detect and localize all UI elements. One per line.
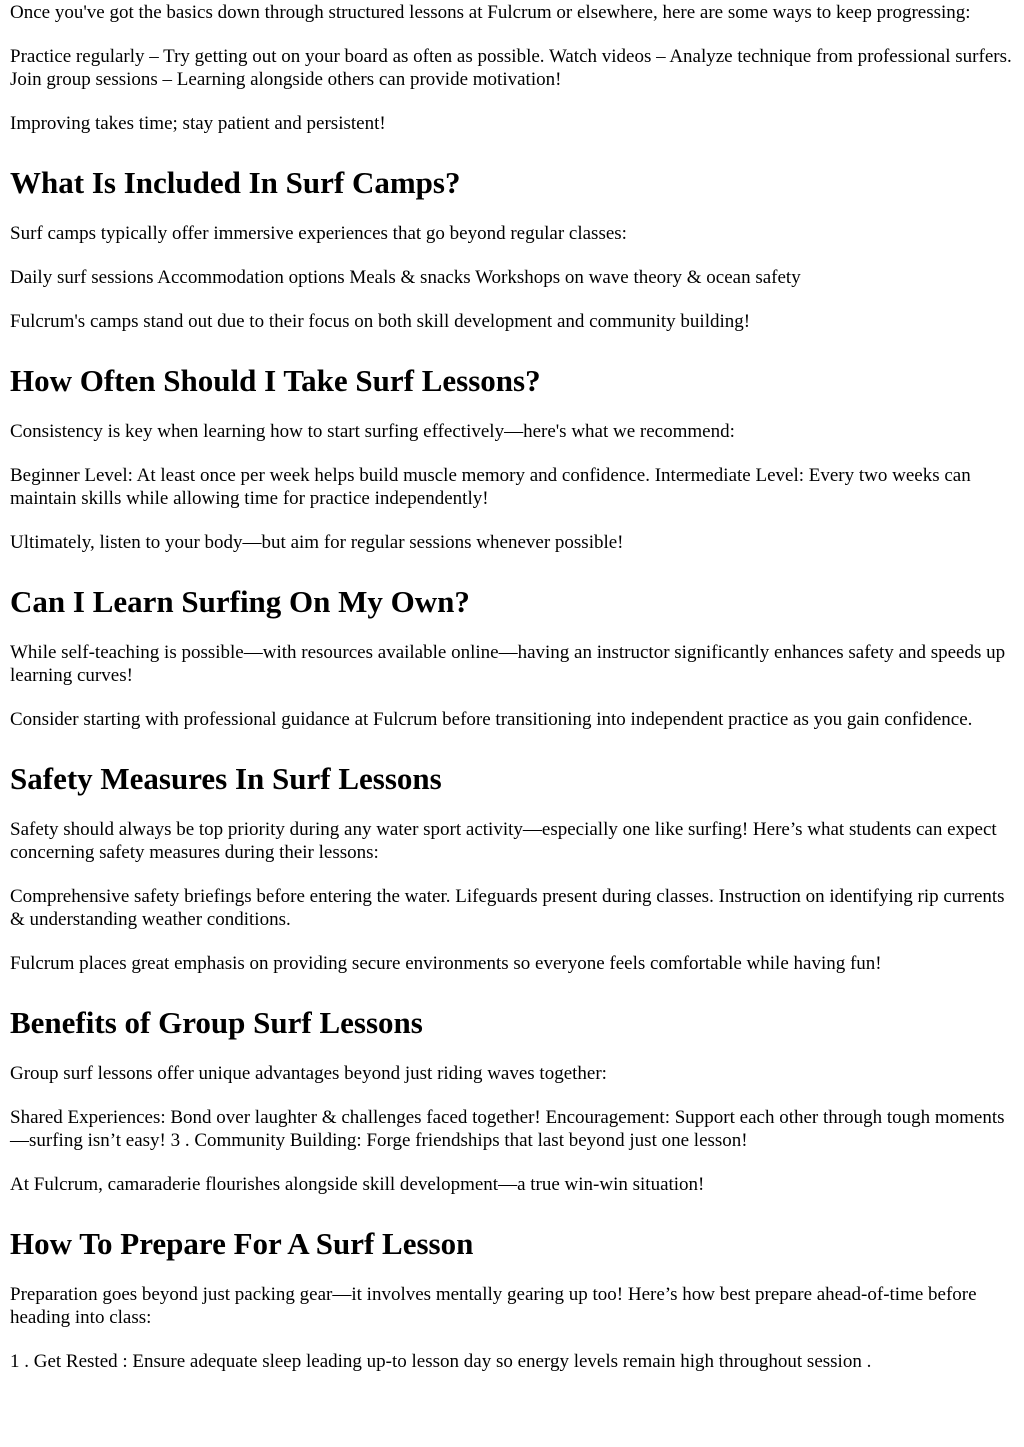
- section-heading-prepare-lesson: How To Prepare For A Surf Lesson: [10, 1226, 474, 1261]
- section-paragraph: At Fulcrum, camaraderie flourishes alongside skill development—a true win-win situation!: [10, 1174, 705, 1195]
- intro-paragraph-2: Practice regularly – Try getting out on your board as often as possible. Watch videos – Analyze technique from professional surfers. Join group sessions – Learning alongside others can provide motivation!: [10, 46, 1012, 90]
- section-paragraph: Ultimately, listen to your body—but aim for regular sessions whenever possible!: [10, 532, 624, 553]
- section-heading-lesson-frequency: How Often Should I Take Surf Lessons?: [10, 363, 541, 398]
- section-heading-learn-alone: Can I Learn Surfing On My Own?: [10, 584, 470, 619]
- section-paragraph: Surf camps typically offer immersive experiences that go beyond regular classes:: [10, 223, 627, 244]
- section-paragraph: Comprehensive safety briefings before entering the water. Lifeguards present during classes. Instruction on identifying rip currents & understanding weather conditions.: [10, 886, 1005, 930]
- section-paragraph: Consider starting with professional guidance at Fulcrum before transitioning into independent practice as you gain confidence.: [10, 709, 973, 730]
- section-paragraph: 1 . Get Rested : Ensure adequate sleep leading up-to lesson day so energy levels remain high throughout session .: [10, 1351, 872, 1372]
- section-paragraph: Fulcrum's camps stand out due to their focus on both skill development and community building!: [10, 311, 751, 332]
- section-paragraph: Shared Experiences: Bond over laughter & challenges faced together! Encouragement: Support each other through tough moments—surfing isn’t easy! 3 . Community Building: Forge friendships that last beyond just one lesson!: [10, 1107, 1005, 1151]
- section-paragraph: Daily surf sessions Accommodation options Meals & snacks Workshops on wave theory & ocean safety: [10, 267, 801, 288]
- article-body: [0, 1, 1024, 1373]
- section-heading-safety-measures: Safety Measures In Surf Lessons: [10, 761, 442, 796]
- section-paragraph: Beginner Level: At least once per week helps build muscle memory and confidence. Intermediate Level: Every two weeks can maintain skills while allowing time for practice independently!: [10, 465, 971, 509]
- section-paragraph: Fulcrum places great emphasis on providing secure environments so everyone feels comfortable while having fun!: [10, 953, 882, 974]
- section-paragraph: Safety should always be top priority during any water sport activity—especially one like surfing! Here’s what students can expect concerning safety measures during their lessons:: [10, 819, 997, 863]
- section-paragraph: Preparation goes beyond just packing gear—it involves mentally gearing up too! Here’s how best prepare ahead-of-time before heading into class:: [10, 1284, 977, 1328]
- section-heading-group-benefits: Benefits of Group Surf Lessons: [10, 1005, 423, 1040]
- section-paragraph: Group surf lessons offer unique advantages beyond just riding waves together:: [10, 1063, 607, 1084]
- section-heading-surf-camps: What Is Included In Surf Camps?: [10, 165, 461, 200]
- section-paragraph: Consistency is key when learning how to start surfing effectively—here's what we recommend:: [10, 421, 735, 442]
- intro-paragraph-1: Once you've got the basics down through structured lessons at Fulcrum or elsewhere, here are some ways to keep progressing:: [10, 2, 971, 23]
- section-paragraph: While self-teaching is possible—with resources available online—having an instructor significantly enhances safety and speeds up learning curves!: [10, 642, 1006, 686]
- intro-paragraph-3: Improving takes time; stay patient and persistent!: [10, 113, 386, 134]
